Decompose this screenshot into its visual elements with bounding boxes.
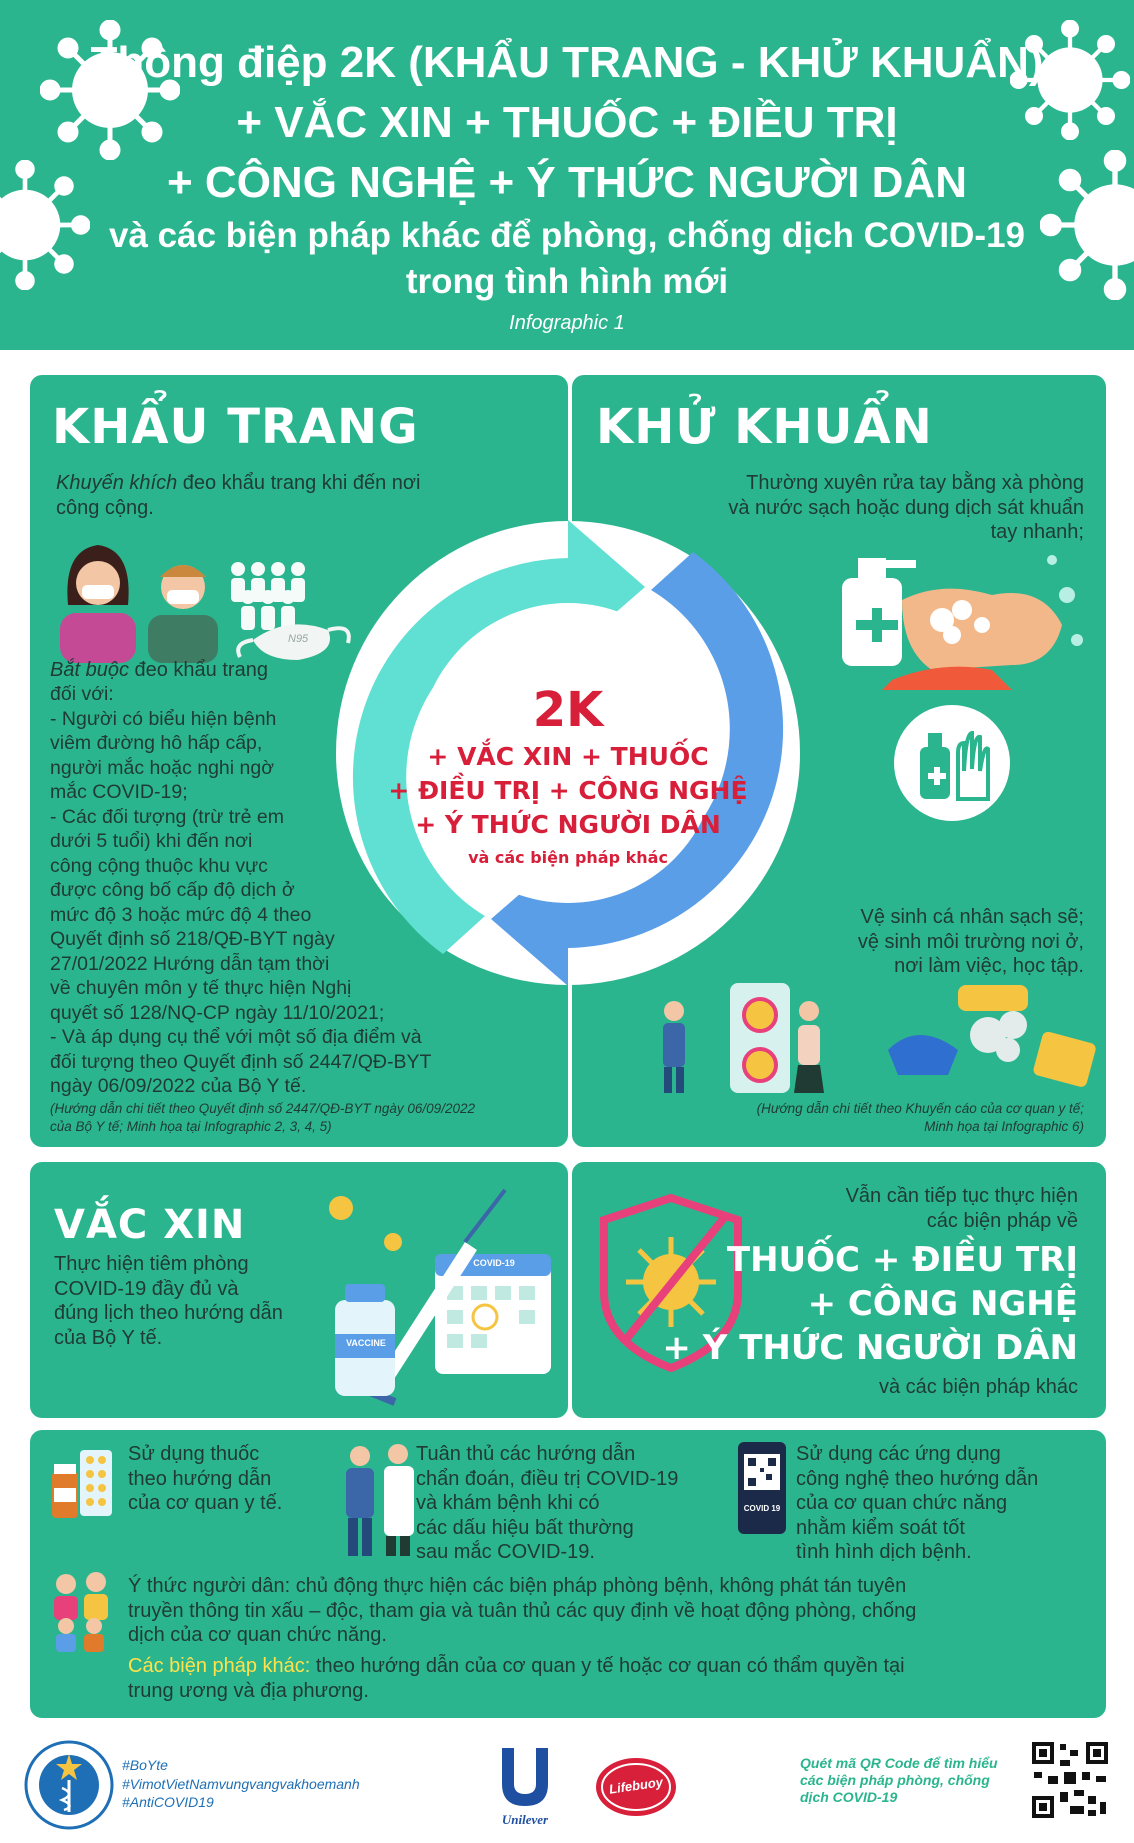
header-subtitle: Infographic 1	[509, 312, 625, 334]
text-line: Vệ sinh cá nhân sạch sẽ;	[860, 906, 1084, 928]
hashtags	[122, 1756, 360, 1812]
center-line-2: + ĐIỀU TRỊ + CÔNG NGHỆ	[388, 776, 748, 805]
ministry-of-health-logo	[24, 1740, 114, 1830]
vial-label: VACCINE	[346, 1338, 386, 1348]
list-line: về chuyên môn y tế thực hiện Nghị	[50, 977, 352, 999]
header-banner	[0, 0, 1134, 350]
center-line-3: + Ý THỨC NGƯỜI DÂN	[415, 810, 721, 839]
unilever-label: Unilever	[501, 1812, 549, 1827]
khu-khuan-note	[757, 1100, 1084, 1136]
header-title-line-2: + VẮC XIN + THUỐC + ĐIỀU TRỊ	[236, 98, 898, 147]
list-line: - Các đối tượng (trừ trẻ em	[50, 805, 284, 828]
khu-khuan-title: KHỬ KHUẨN	[596, 399, 933, 455]
list-line: người mắc hoặc nghi ngờ	[50, 756, 275, 779]
list-line: quyết số 128/NQ-CP ngày 11/10/2021;	[50, 1001, 385, 1024]
list-line: công cộng thuộc khu vực	[50, 854, 268, 877]
people-mask-illustration	[48, 535, 368, 663]
text-line: nơi làm việc, học tập.	[894, 955, 1084, 977]
van-can-big-3: + Ý THỨC NGƯỜI DÂN	[662, 1328, 1078, 1368]
list-line: đối với:	[50, 683, 114, 705]
vaccine-illustration	[315, 1182, 555, 1407]
doctor-patient-icon	[338, 1440, 422, 1558]
hashtag[interactable]: #BoYte	[122, 1757, 168, 1773]
required-rest: đeo khẩu trang	[128, 659, 268, 681]
khac-text	[128, 1654, 905, 1703]
intro-rest: đeo khẩu trang khi đến nơi	[177, 472, 421, 494]
khau-trang-intro	[56, 471, 420, 496]
bottom-measures-panel	[30, 1430, 1106, 1718]
list-line: ngày 06/09/2022 của Bộ Y tế.	[50, 1075, 307, 1097]
text-line: các biện pháp về	[926, 1209, 1078, 1232]
note-line: (Hướng dẫn chi tiết theo Quyết định số 2447/QĐ-BYT ngày 06/09/2022	[50, 1101, 475, 1116]
cong-nghe-text	[796, 1442, 1038, 1565]
text-line: sau mắc COVID-19.	[416, 1541, 595, 1563]
list-line: mức độ 3 hoặc mức độ 4 theo	[50, 903, 312, 926]
text-line: công nghệ theo hướng dẫn	[796, 1467, 1039, 1490]
thuoc-text	[128, 1442, 282, 1516]
text-line: và khám bệnh khi có	[416, 1492, 600, 1514]
list-line: - Và áp dụng cụ thể với một số địa điểm và	[50, 1026, 422, 1048]
list-line: viêm đường hô hấp cấp,	[50, 732, 263, 754]
list-line: Quyết định số 218/QĐ-BYT ngày	[50, 928, 335, 950]
text-line: tình hình dịch bệnh.	[796, 1541, 972, 1563]
footer	[0, 1730, 1134, 1843]
lifebuoy-label: Lifebuoy	[608, 1774, 664, 1797]
note-line: của Bộ Y tế; Minh họa tại Infographic 2, 3, 4, 5)	[50, 1119, 332, 1134]
text-line: Quét mã QR Code để tìm hiểu	[800, 1755, 998, 1771]
khau-trang-required	[50, 658, 268, 683]
center-cycle	[335, 520, 801, 986]
text-line: Vẫn cần tiếp tục thực hiện	[845, 1185, 1078, 1207]
hashtag[interactable]: #AntiCOVID19	[122, 1794, 214, 1810]
text-line: Sử dụng các ứng dụng	[796, 1443, 1001, 1465]
dieu-tri-text	[416, 1442, 678, 1565]
text-line: đúng lịch theo hướng dẫn	[54, 1302, 283, 1324]
khac-label: Các biện pháp khác:	[128, 1655, 311, 1677]
text-line: nhằm kiểm soát tốt	[796, 1516, 965, 1539]
text-line: dịch của cơ quan chức năng.	[128, 1624, 387, 1646]
khau-trang-note	[50, 1100, 475, 1136]
center-line-1: + VẮC XIN + THUỐC	[427, 742, 709, 771]
intro-emphasis: Khuyến khích	[56, 472, 178, 494]
vac-xin-panel	[30, 1162, 568, 1418]
van-can-intro	[846, 1184, 1078, 1233]
text-line: của cơ quan y tế.	[128, 1492, 283, 1514]
calendar-label: COVID-19	[473, 1258, 515, 1268]
medicine-icon	[50, 1442, 114, 1522]
text-line: Tuân thủ các hướng dẫn	[416, 1443, 636, 1465]
center-2k: 2K	[532, 682, 604, 738]
qr-instruction	[800, 1755, 1020, 1806]
van-can-big-1: THUỐC + ĐIỀU TRỊ	[726, 1240, 1078, 1280]
note-line: Minh họa tại Infographic 6)	[924, 1119, 1084, 1134]
text-line: của cơ quan chức năng	[796, 1492, 1008, 1514]
list-line: - Người có biểu hiện bệnh	[50, 707, 277, 730]
text-line: truyền thông tin xấu – độc, tham gia và tuân thủ các quy định về hoạt động phòng, chống	[128, 1599, 917, 1622]
text-line: Ý thức người dân: chủ động thực hiện các biện pháp phòng bệnh, không phát tán tuyên	[128, 1575, 907, 1597]
text-line: các dấu hiệu bất thường	[416, 1516, 634, 1539]
text-line: vệ sinh môi trường nơi ở,	[857, 930, 1084, 953]
text-line: các biện pháp phòng, chống	[800, 1772, 990, 1788]
text-line: dịch COVID-19	[800, 1789, 898, 1805]
header-title-line-5: trong tình hình mới	[405, 262, 729, 301]
handwash-illustration	[822, 540, 1092, 690]
header-title-line-1: Thông điệp 2K (KHẨU TRANG - KHỬ KHUẨN)	[90, 38, 1044, 87]
citizens-icon	[48, 1568, 118, 1654]
text-line: của Bộ Y tế.	[54, 1326, 163, 1349]
khac-rest: theo hướng dẫn của cơ quan y tế hoặc cơ quan có thẩm quyền tại	[310, 1655, 905, 1677]
cleaning-illustration	[658, 975, 1098, 1095]
khu-khuan-text-2	[858, 905, 1084, 979]
khau-trang-intro-2: công cộng.	[56, 497, 154, 519]
phone-label: COVID 19	[743, 1504, 781, 1513]
vac-xin-title: VẮC XIN	[54, 1202, 246, 1248]
text-line: và nước sạch hoặc dung dịch sát khuẩn	[728, 496, 1084, 519]
required-emphasis: Bắt buộc	[50, 659, 129, 681]
header-title-line-4: và các biện pháp khác để phòng, chống dịch COVID-19	[109, 216, 1025, 255]
text-line: theo hướng dẫn	[128, 1467, 272, 1490]
covid-app-phone-icon	[736, 1440, 788, 1536]
center-line-4: và các biện pháp khác	[468, 848, 668, 867]
text-line: Thường xuyên rửa tay bằng xà phòng	[746, 472, 1084, 494]
list-line: dưới 5 tuổi) khi đến nơi	[50, 830, 253, 852]
text-line: tay nhanh;	[990, 521, 1084, 543]
khau-trang-title: KHẨU TRANG	[52, 399, 419, 455]
list-line: 27/01/2022 Hướng dẫn tạm thời	[50, 952, 330, 975]
sanitizer-icon	[892, 703, 1012, 823]
y-thuc-text	[128, 1574, 916, 1648]
header-title-line-3: + CÔNG NGHỆ + Ý THỨC NGƯỜI DÂN	[167, 158, 967, 207]
list-line: đối tượng theo Quyết định số 2447/QĐ-BYT	[50, 1050, 432, 1073]
van-can-panel	[572, 1162, 1106, 1418]
unilever-logo	[496, 1744, 554, 1810]
qr-code-icon[interactable]	[1030, 1740, 1110, 1820]
text-line: COVID-19 đầy đủ và	[54, 1277, 239, 1300]
hashtag[interactable]: #VimotVietNamvungvangvakhoemanh	[122, 1775, 360, 1792]
van-can-last: và các biện pháp khác	[878, 1376, 1078, 1398]
van-can-big-2: + CÔNG NGHỆ	[807, 1284, 1078, 1324]
text-line: Thực hiện tiêm phòng	[54, 1253, 249, 1275]
text-line: Sử dụng thuốc	[128, 1443, 260, 1465]
note-line: (Hướng dẫn chi tiết theo Khuyến cáo của cơ quan y tế;	[756, 1101, 1084, 1116]
text-line: trung ương và địa phương.	[128, 1679, 369, 1702]
vac-xin-text	[54, 1252, 283, 1350]
list-line: được công bố cấp độ dịch ở	[50, 879, 295, 901]
text-line: chẩn đoán, điều trị COVID-19	[416, 1467, 679, 1490]
mask-label: N95	[288, 633, 309, 645]
list-line: mắc COVID-19;	[50, 781, 188, 803]
